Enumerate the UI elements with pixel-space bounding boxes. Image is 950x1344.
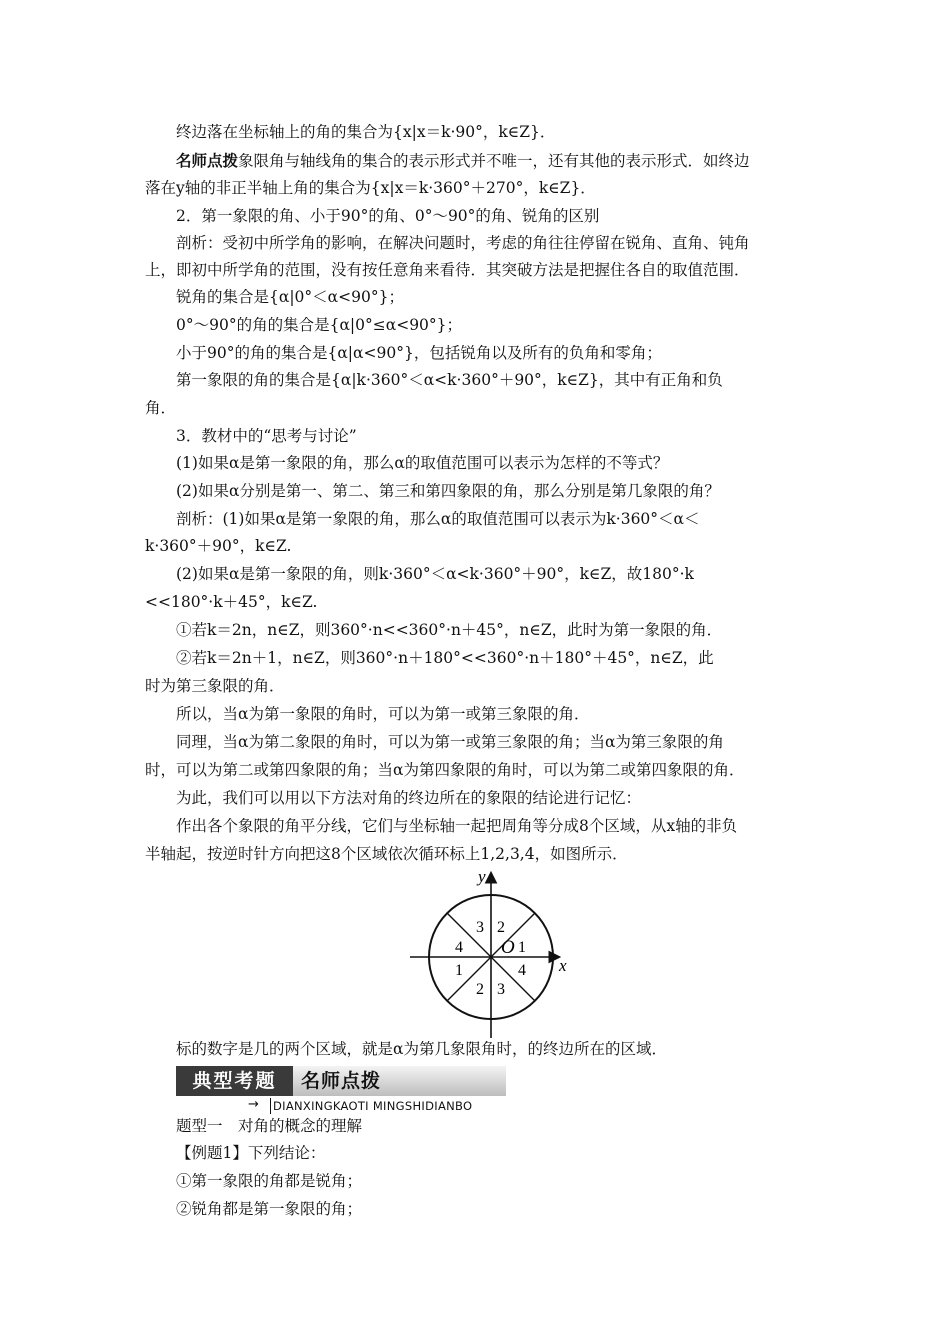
region-label: 3 (476, 919, 484, 936)
tip-text: 象限角与轴线角的集合的表示形式并不唯一，还有其他的表示形式．如终边 (238, 152, 750, 170)
banner-pinyin: DIANXINGKAOTI MINGSHIDIANBO (270, 1098, 472, 1114)
region-label: 2 (497, 919, 505, 936)
paragraph: 时，可以为第二或第四象限的角；当α为第四象限的角时，可以为第二或第四象限的角． (145, 761, 745, 779)
paragraph: 所以，当α为第一象限的角时，可以为第一或第三象限的角． (176, 705, 590, 723)
paragraph: 时为第三象限的角． (145, 677, 285, 695)
paragraph: 0°～90°的角的集合是{α|0°≤α<90°}； (176, 316, 463, 334)
origin-label: O (501, 937, 515, 958)
paragraph: 作出各个象限的角平分线，它们与坐标轴一起把周角等分成8个区域，从x轴的非负 (176, 817, 738, 835)
region-label: 4 (455, 939, 463, 956)
paragraph: <<180°·k＋45°，k∈Z. (145, 593, 318, 611)
paragraph: 为此，我们可以用以下方法对角的终边所在的象限的结论进行记忆： (176, 789, 642, 807)
paragraph: 第一象限的角的集合是{α|k·360°＜α<k·360°＋90°，k∈Z}，其中有正角和负 (176, 371, 723, 389)
section-heading: 3．教材中的“思考与讨论” (176, 427, 357, 445)
region-label: 1 (518, 939, 526, 956)
question-type-heading: 题型一 对角的概念的理解 (176, 1117, 363, 1135)
paragraph: ②若k＝2n＋1，n∈Z，则360°·n＋180°<<360°·n＋180°＋45°，n∈Z，此 (176, 649, 714, 667)
paragraph: 剖析：(1)如果α是第一象限的角，那么α的取值范围可以表示为k·360°＜α＜ (176, 510, 700, 528)
paragraph: 标的数字是几的两个区域，就是α为第几象限角时，的终边所在的区域． (176, 1040, 667, 1058)
paragraph: (1)如果α是第一象限的角，那么α的取值范围可以表示为怎样的不等式？ (176, 454, 669, 472)
paragraph: k·360°＋90°，k∈Z. (145, 537, 292, 555)
paragraph: 同理，当α为第二象限的角时，可以为第一或第三象限的角；当α为第三象限的角 (176, 733, 724, 751)
region-label: 2 (476, 981, 484, 998)
paragraph: 角． (145, 399, 177, 417)
quadrant-diagram (408, 868, 578, 1040)
paragraph: 剖析：受初中所学角的影响，在解决问题时，考虑的角往往停留在锐角、直角、钝角 (176, 234, 750, 252)
paragraph: 锐角的集合是{α|0°＜α<90°}； (176, 288, 404, 306)
quadrant-diagram-svg (408, 868, 578, 1040)
region-label: 1 (455, 962, 463, 979)
banner-subtitle: 名师点拨 (301, 1070, 382, 1092)
section-heading: 2．第一象限的角、小于90°的角、0°～90°的角、锐角的区别 (176, 207, 600, 225)
example-heading: 【例题1】下列结论： (176, 1144, 326, 1162)
region-label: 3 (497, 981, 505, 998)
section-banner (176, 1066, 506, 1114)
statement-item: ②锐角都是第一象限的角； (176, 1200, 363, 1218)
tip-label: 名师点拨 (176, 152, 239, 170)
x-axis-label: x (559, 956, 567, 975)
paragraph: 半轴起，按逆时针方向把这8个区域依次循环标上1,2,3,4，如图所示． (145, 845, 628, 863)
y-axis-label: y (478, 868, 486, 886)
paragraph: ①若k＝2n，n∈Z，则360°·n<<360°·n＋45°，n∈Z，此时为第一象限的角． (176, 621, 723, 639)
paragraph-tip (176, 151, 841, 171)
statement-item: ①第一象限的角都是锐角； (176, 1172, 363, 1190)
banner-title: 典型考题 (176, 1066, 293, 1096)
arrow-icon: → (248, 1097, 259, 1112)
paragraph: (2)如果α分别是第一、第二、第三和第四象限的角，那么分别是第几象限的角？ (176, 482, 720, 500)
paragraph: 终边落在坐标轴上的角的集合为{x|x＝k·90°，k∈Z}． (176, 123, 556, 141)
paragraph: 上，即初中所学角的范围，没有按任意角来看待．其突破方法是把握住各自的取值范围． (145, 261, 750, 279)
paragraph: 小于90°的角的集合是{α|α<90°}，包括锐角以及所有的负角和零角； (176, 344, 662, 362)
paragraph: (2)如果α是第一象限的角，则k·360°＜α<k·360°＋90°，k∈Z，故180°·k (176, 565, 694, 583)
paragraph: 落在y轴的非正半轴上角的集合为{x|x＝k·360°＋270°，k∈Z}． (145, 179, 596, 197)
region-label: 4 (518, 962, 526, 979)
